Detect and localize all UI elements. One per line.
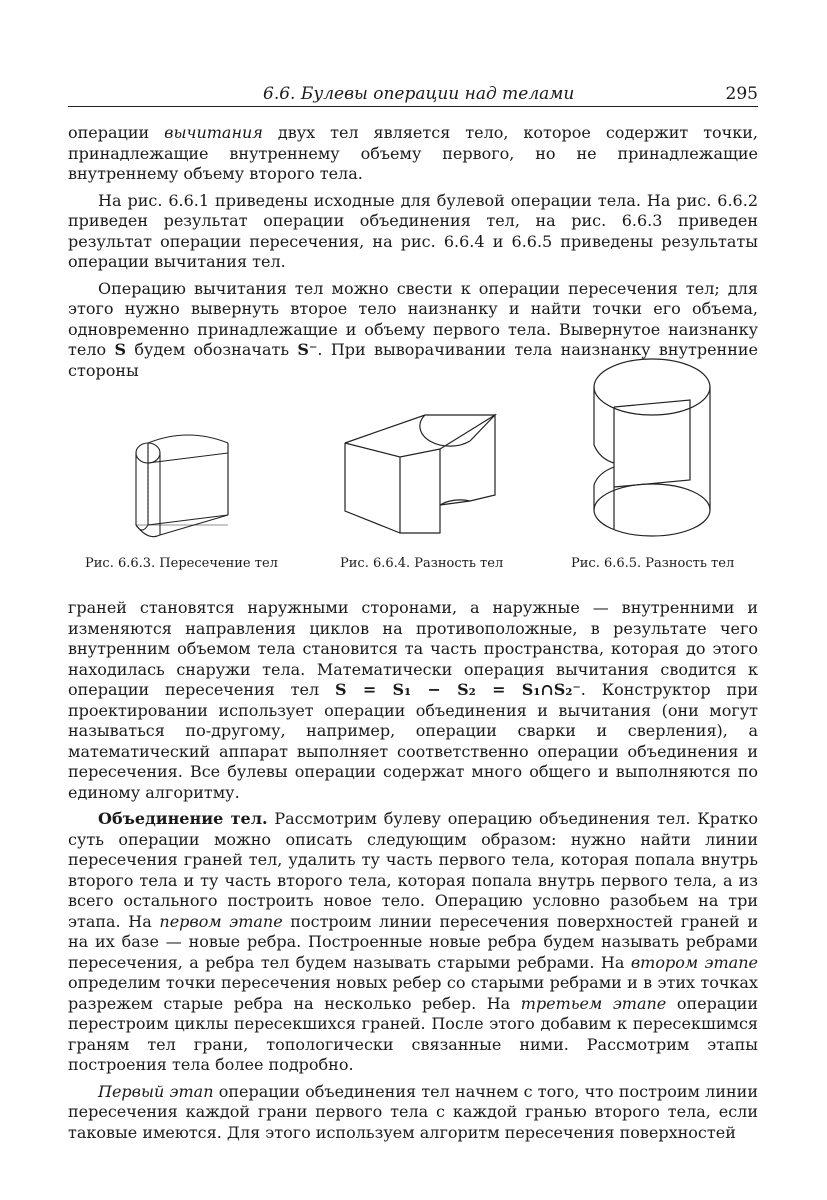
paragraph: Объединение тел. Рассмотрим булеву операцию объединения тел. Кратко суть операции можно описать следующим образом: нужно найти линии пересечения граней тел, удалить ту часть первого тела, которая попала внутрь второго тела и ту часть второго тела, которая попала внутрь первого тела, а из всего остального построить новое тело. Операцию условно разобьем на три этапа. На первом этапе построим линии пересечения поверхностей граней и на их базе — новые ребра. Построенные новые ребра будем называть ребрами пересечения, а ребра тел будем называть старыми ребрами. На втором этапе определим точки пересечения новых ребер со старыми ребрами и в этих точках разрежем старые ребра на несколько ребер. На третьем этапе операции перестроим циклы пересекшихся граней. После этого добавим к пересекшимся граням тел грани, топологически связанные ними. Рассмотрим этапы построения тела более подробно. xyxy=(68,809,759,1074)
caption-fig-6-6-3: Рис. 6.6.3. Пересечение тел xyxy=(85,556,278,571)
text-block-top xyxy=(68,123,758,387)
paragraph: Первый этап операции объединения тел начнем с того, что построим линии пересечения каждой грани первого тела с каждой гранью второго тела, если таковые имеются. Для этого используем алгоритм пересечения поверхностей xyxy=(68,1081,758,1142)
paragraph: Операцию вычитания тел можно свести к операции пересечения тел; для этого нужно вывернуть второе тело наизнанку и найти точки его объема, одновременно принадлежащие и объему первого тела. Вывернутое наизнанку тело S будем обозначать S⁻. При выворачивании тела наизнанку внутренние стороны xyxy=(68,278,759,380)
section-title: 6.6. Булевы операции над телами xyxy=(263,84,575,104)
caption-fig-6-6-4: Рис. 6.6.4. Разность тел xyxy=(340,556,504,571)
paragraph: граней становятся наружными сторонами, а наружные — внутренними и изменяются направления циклов на противоположные, в результате чего внутренним объемом тела становится та часть пространства, которая до этого находилась снаружи тела. Математически операция вычитания сводится к операции пересечения тел S = S₁ − S₂ = S₁∩S₂⁻. Конструктор при проектировании использует операции объединения и вычитания (они могут называться по-другому, например, операции сварки и сверления), а математический аппарат выполняет соответственно операции объединения и пересечения. Все булевы операции содержат много общего и выполняются по единому алгоритму. xyxy=(68,598,759,802)
running-header xyxy=(68,84,758,107)
page-number: 295 xyxy=(725,84,758,104)
paragraph: На рис. 6.6.1 приведены исходные для булевой операции тела. На рис. 6.6.2 приведен результат операции объединения тел, на рис. 6.6.3 приведен результат операции пересечения, на рис. 6.6.4 и 6.6.5 приведены результаты операции вычитания тел. xyxy=(68,190,758,271)
figure-intersection xyxy=(128,425,248,545)
figure-difference-1 xyxy=(340,405,510,545)
caption-fig-6-6-5: Рис. 6.6.5. Разность тел xyxy=(571,556,735,571)
text-block-bottom xyxy=(68,598,758,1149)
figure-difference-2 xyxy=(590,355,720,545)
paragraph: операции вычитания двух тел является тело, которое содержит точки, принадлежащие внутреннему объему первого, но не принадлежащие внутреннему объему второго тела. xyxy=(68,123,759,183)
